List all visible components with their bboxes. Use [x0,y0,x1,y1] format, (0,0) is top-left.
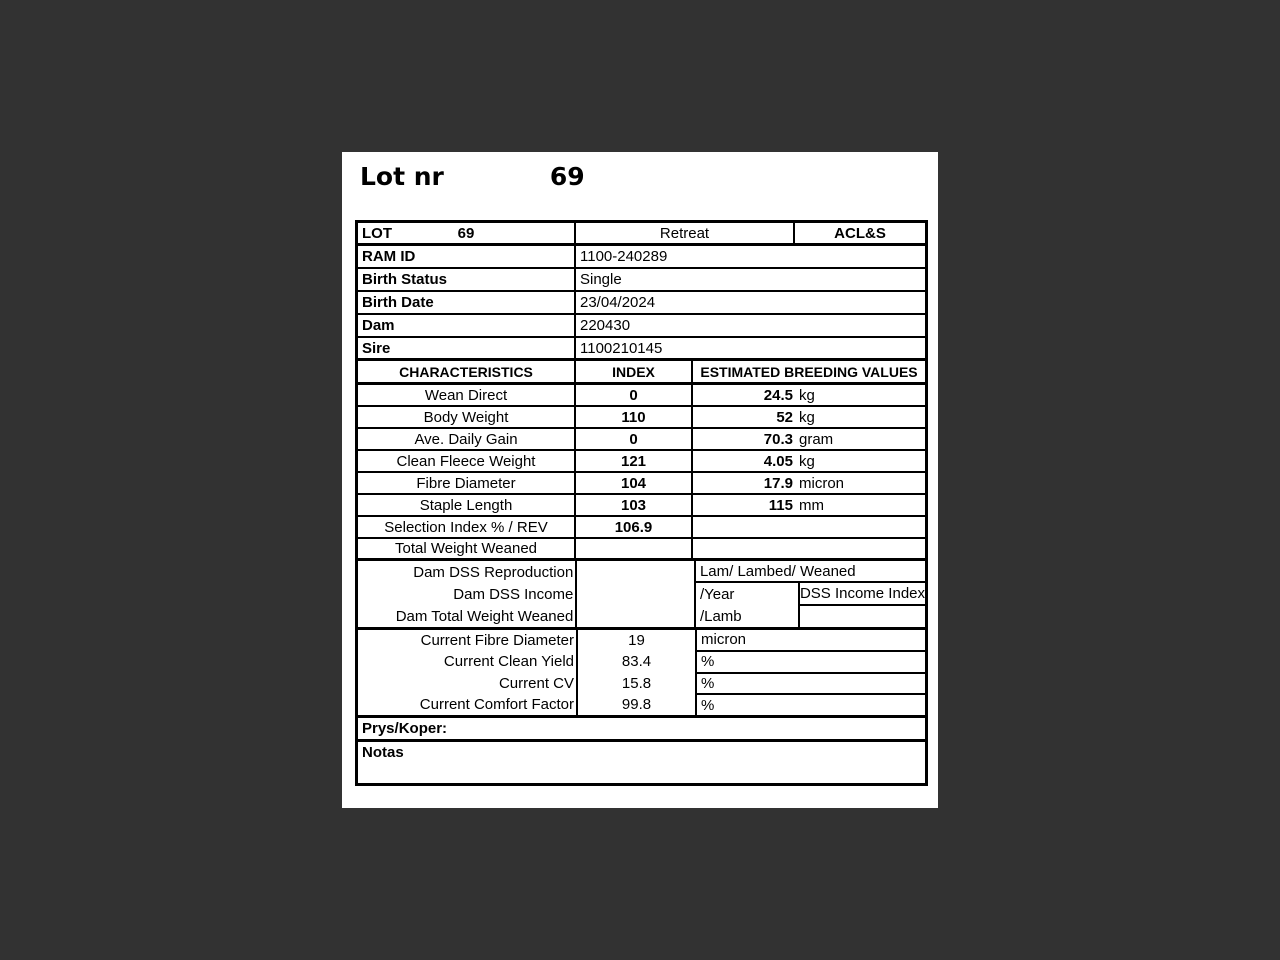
per-lamb-label: /Lamb [699,607,742,625]
current-unit: % [697,652,925,674]
characteristic-label: Wean Direct [358,385,576,405]
info-row-value: 1100-240289 [580,248,668,265]
table-row-birth-date [358,292,925,315]
lam-lambed-weaned-label: Lam/ Lambed/ Weaned [696,561,925,583]
ebv-cell [693,385,925,405]
current-label: Current Fibre Diameter [420,632,574,650]
lot-info-table [355,220,928,786]
current-values [578,630,697,715]
table-row-dam [358,315,925,338]
current-unit: % [697,674,925,696]
info-row-label: Dam [358,315,576,336]
ebv-unit: micron [799,474,845,492]
current-value: 99.8 [621,695,652,713]
characteristic-label: Ave. Daily Gain [358,429,576,449]
dam-dss-values-area [696,561,925,627]
current-value: 19 [628,632,645,650]
dss-income-index-value-empty [800,606,925,627]
dam-dss-label: Dam DSS Reproduction [413,563,574,581]
column-header-index: INDEX [576,361,693,382]
per-year-label: /Year [699,585,735,603]
ebv-cell [693,451,925,471]
current-labels [358,630,578,715]
dam-dss-labels [358,561,577,627]
ebv-value: 24.5 [763,386,793,404]
notes-label: Notas [362,744,404,761]
index-value: 110 [576,407,693,427]
ebv-unit: kg [799,386,815,404]
lot-nr-value: 69 [549,162,585,191]
ebv-unit: gram [799,430,834,448]
ebv-value: 70.3 [763,430,793,448]
notes-row [358,742,925,783]
ebv-cell [693,495,925,515]
index-cell-empty [576,539,693,558]
ebv-value: 17.9 [763,474,793,492]
table-row-total-weight-weaned [358,539,925,561]
lot-header-row [358,223,925,246]
index-value: 0 [576,385,693,405]
info-row-label: RAM ID [358,246,576,267]
current-units [697,630,925,715]
current-unit: micron [697,630,925,652]
info-row-label: Sire [358,338,576,358]
lot-nr-label: Lot nr [360,162,444,191]
dss-income-index-label: DSS Income Index [800,583,925,606]
table-row-selection-index [358,517,925,539]
characteristic-label: Staple Length [358,495,576,515]
price-buyer-label: Prys/Koper: [362,720,448,737]
dam-dss-sub-area [696,583,925,627]
dam-dss-label: Dam Total Weight Weaned [395,607,574,625]
index-value: 103 [576,495,693,515]
characteristic-label: Total Weight Weaned [358,539,576,558]
table-row-ave-daily-gain [358,429,925,451]
table-row-body-weight [358,407,925,429]
index-value: 0 [576,429,693,449]
station-cell: Retreat [576,223,795,243]
info-row-value: 220430 [580,317,631,334]
ebv-unit: mm [799,496,824,514]
column-header-characteristics: CHARACTERISTICS [358,361,576,382]
ebv-value: 115 [768,496,793,514]
characteristics-header-row [358,361,925,385]
current-measurements-section [358,630,925,718]
ebv-cell [693,473,925,493]
per-year-lamb-labels [696,583,798,627]
index-value: 121 [576,451,693,471]
dam-dss-section [358,561,925,630]
table-row-birth-status [358,269,925,292]
info-row-label: Birth Date [358,292,576,313]
current-label: Current Clean Yield [443,653,574,671]
lot-label: LOT [362,224,392,242]
table-row-sire [358,338,925,361]
characteristic-label: Clean Fleece Weight [358,451,576,471]
table-row-staple-length [358,495,925,517]
current-unit: % [701,696,715,714]
index-value: 106.9 [576,517,693,537]
ebv-value: 52 [776,408,793,426]
lot-cell [358,223,576,243]
characteristic-label: Fibre Diameter [358,473,576,493]
dam-dss-index-cell-empty [577,561,696,627]
ebv-value: 4.05 [763,452,793,470]
current-label: Current CV [498,674,574,692]
index-value: 104 [576,473,693,493]
ebv-unit: kg [799,452,815,470]
info-row-value: 23/04/2024 [580,294,656,311]
dam-dss-label: Dam DSS Income [453,585,574,603]
document-page [342,152,938,808]
current-value: 83.4 [621,653,652,671]
org-cell: ACL&S [834,224,886,242]
table-row-ram-id [358,246,925,269]
table-row-wean-direct [358,385,925,407]
lot-number: 69 [457,224,475,242]
ebv-cell [693,429,925,449]
ebv-cell [693,407,925,427]
info-row-label: Birth Status [358,269,576,290]
ebv-cell-empty [693,539,925,558]
page-title [360,162,585,192]
current-value: 15.8 [621,674,652,692]
characteristic-label: Body Weight [358,407,576,427]
column-header-ebv: ESTIMATED BREEDING VALUES [700,363,918,380]
info-row-value: 1100210145 [580,339,663,357]
table-row-clean-fleece-weight [358,451,925,473]
dss-income-index-box [798,583,925,627]
current-label: Current Comfort Factor [419,695,574,713]
ebv-cell-empty [693,517,925,537]
info-row-value: Single [580,271,622,288]
price-buyer-row [358,718,925,742]
table-row-fibre-diameter [358,473,925,495]
ebv-unit: kg [799,408,815,426]
characteristic-label: Selection Index % / REV [358,517,576,537]
